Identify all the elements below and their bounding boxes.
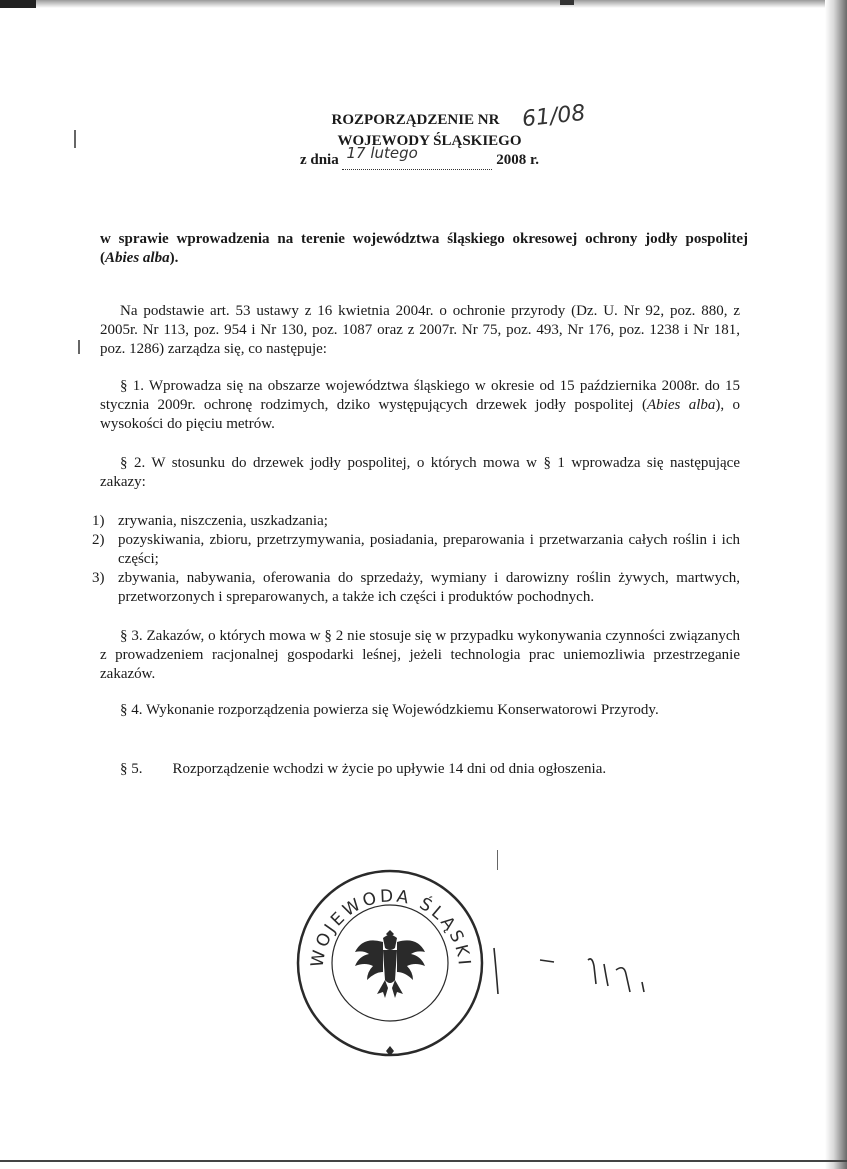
regulation-title: ROZPORZĄDZENIE NR <box>331 112 500 128</box>
regulation-number-handwritten: 61/08 <box>520 100 587 133</box>
prohibitions-list <box>92 512 740 607</box>
date-field <box>342 144 492 170</box>
scan-corner-mark <box>0 0 36 8</box>
legal-basis-paragraph: Na podstawie art. 53 ustawy z 16 kwietnia 2004r. o ochronie przyrody (Dz. U. Nr 92, poz. 880, z 2005r. Nr 113, poz. 954 i Nr 130, poz. 1087 oraz z 2007r. Nr 75, poz. 493, Nr 176, poz. 1238 i Nr 181, poz. 1286) zarządza się, co następuje: <box>100 303 740 357</box>
margin-mark <box>78 340 80 354</box>
date-suffix: 2008 r. <box>496 152 540 168</box>
list-item: 1) zrywania, niszczenia, uszkadzania; <box>92 513 328 529</box>
scan-top-mark <box>560 0 574 5</box>
handwritten-signature <box>480 930 680 1010</box>
regulation-subject: w sprawie wprowadzenia na terenie województwa śląskiego okresowej ochrony jodły pospolitej (Abies alba). <box>100 231 748 266</box>
list-item: 2) pozyskiwania, zbioru, przetrzymywania, posiadania, preparowania i przetwarzania całych roślin i ich części; <box>92 532 740 567</box>
paragraph-4: § 4. Wykonanie rozporządzenia powierza się Wojewódzkiemu Konserwatorowi Przyrody. <box>120 702 659 718</box>
paragraph-5: § 5. Rozporządzenie wchodzi w życie po upływie 14 dni od dnia ogłoszenia. <box>120 761 607 777</box>
scan-bottom-edge <box>0 1160 847 1162</box>
latin-name: Abies alba <box>105 250 170 266</box>
stamp-text: WOJEWODA ŚLĄSKI <box>307 886 475 969</box>
date-line <box>0 144 843 170</box>
paragraph-3: § 3. Zakazów, o których mowa w § 2 nie stosuje się w przypadku wykonywania czynności związanych z prowadzeniem racjonalnej gospodarki leśnej, jeżeli technologia prac uniemozliwia przestrzeganie zakazów. <box>100 628 740 682</box>
paragraph-2: § 2. W stosunku do drzewek jodły pospolitej, o których mowa w § 1 wprowadza się następujące zakazy: <box>100 455 740 490</box>
eagle-emblem-icon <box>355 930 425 998</box>
date-prefix: z dnia <box>299 152 339 168</box>
scan-right-edge <box>825 0 847 1169</box>
official-stamp <box>295 868 485 1058</box>
issuer-title: WOJEWODY ŚLĄSKIEGO <box>337 133 522 149</box>
list-item: 3) zbywania, nabywania, oferowania do sprzedaży, wymiany i darowizny roślin żywych, martwych, przetworzonych i spreparowanych, a także ich części i produktów pochodnych. <box>92 570 740 605</box>
margin-mark <box>497 850 498 870</box>
date-handwritten: 17 lutego <box>346 144 418 162</box>
paragraph-1: § 1. Wprowadza się na obszarze województwa śląskiego w okresie od 15 października 2008r. do 15 stycznia 2009r. ochronę rodzimych, dziko występujących drzewek jodły pospolitej (Abies alba), o wysokości do pięciu metrów. <box>100 378 741 432</box>
scan-top-edge <box>0 0 847 8</box>
latin-name: Abies alba <box>646 397 716 413</box>
